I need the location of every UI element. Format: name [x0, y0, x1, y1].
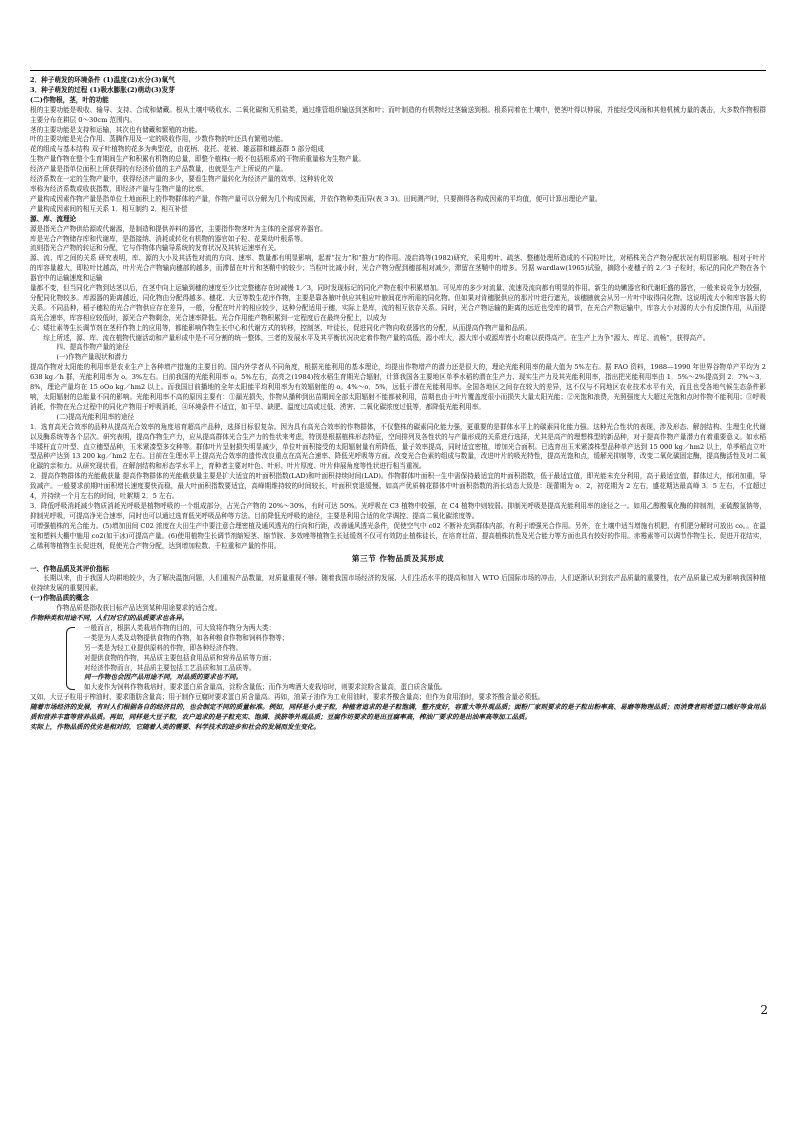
bracket-line: 一类是为人类及动物提供食物的作物，如各种粮食作物和饲料作物等； — [84, 633, 289, 642]
page-number: 2 — [760, 1003, 768, 1017]
paragraph: 提高作物对太阳能的利用率是农业生产上各种增产措施的主要目的。国内外学者从不同角度，根据光能利用的基本理论，均提出作物增产的潜力还是很大的，理论光能利用率的最大值为 5%左右。据 FAO 资料，1988—1990 年世界谷物单产平均为 2 638 kg／h 群，光能利用率为 o。3%左右。目前我国的光能利用率 o。5%左右，高亮之(1984)按水稻生育期光合辐射，计算我国各主要地区单季水稻的潜在生产力、现实生产力及其光能利用率，指出把光能利用率由 1．5%～2%提高到 2．7%～3．8%，理论产量均在 15 oOo kg／hm2 以上。而我国目前播地的全年太阳能平均利用率为有效辐射能的 o。4%～o．5%，远低于潜在光能利用率。全国各地区之间存在较大的差异，这不仅与不同地区农业技术水平有关，而且也受各地气候生态条件影响，太阳辐射的总能量不同的影响。光能利用率不高的原因主要有：①漏光损失，作物从播种到出苗期间全部太阳辐射不能都被利用，苗期也由于叶片覆盖度很小而损失大量太阳光能；②光饱和浪费，光照强度大大超过光饱和点时作物不能利用；③呼吸消耗，作物在光合过程中的同化产物用于呼吸消耗，④环境条件不适宜，如干旱、缺肥、温度过高或过低、涝害、二氧化碳浓度过低等，都降低光能利用率。 — [30, 363, 766, 411]
paragraph: 1．选育高光合效率的品种从提高光合效率的角度培育超高产品种，选择目标很复杂。因为具有高光合效率的作物群体，不仅整株的碳素同化能力强，更重要的是群体水平上的碳素同化能力强。这种光合性状的表现，涉及形态、解剖结构、生理生化代谢以及酶系统等各个层次。研究表明，提高作物生产力，应从提高群体光合生产力的性状来考虑，特别是根据植株形态特征，空间排列及各性状的与产量形成的关系进行选择，尤其是高产的理想株型的新品种，对于提高作物产量潜力有着重要意义。如水稻半矮杆直立叶型、直立穗型品种，玉米紧凑型多交种等。群体叶片呈射损失明显减少，单位叶面积接受的太阳辐射量有所降低，量子效率提高，同时适宜密植，增加光合面积。已选育出玉米紧凑株型品种单产达到 15 000 kg／hm2 以上，单季稻直立叶型品种产达到 13 200 kg／hm2 左右。目前在生理水平上提高光合效率的遗传改良重点在高光合速率、降低光呼吸等方面。改变光合色素的组成与数量，改进叶片的吸光特性，提高光饱和点，缓解光抑制等，改变二氧化碳固定酶，提高酶活性及对二氧化碳的亲和力。从研究现状看，在解剖结构和形态学水平上，育种者主要对叶色、叶形、叶片厚度、叶片伸展角度等性状进行相当重视。 — [30, 422, 766, 471]
paragraph: (二)提高光能利用率的途径 — [56, 412, 135, 421]
paragraph: 叶的主要功能是光合作用、蒸腾作用及一定的吸收作用，少数作物的叶还具有繁殖功能。 — [30, 135, 288, 144]
paragraph: 四、提高作物产量的途径 — [56, 343, 129, 352]
paragraph: 作物品质是指收获目标产品达到某种用途要求的适合度。 — [56, 604, 222, 613]
paragraph: (一)作物产量现状和潜力 — [56, 353, 128, 362]
paragraph: 随着市场经济的发展，有时人们根据各自的经济目的，也会制定不同的质量标准。例如，同样是小麦子粒，种植者追求的是子粒饱满，整齐度好，容重大等外观品质；面粉厂家则要求的是子粒出粉率高、易磨等物理品质；而消费者则希望口感好等食用品质和营养丰富等营养品质。再如，同样是大豆子粒，农户追求的是子粒充实、饱满、淡脐等外观品质；豆腐作坊要求的是出豆腐率高，榨油厂要求的是出油率高等加工品质。 — [30, 703, 766, 722]
paragraph: 经济产量是指单位面积上所获得的有经济价值的主产品数量，也就是生产上所说的产量。 — [30, 165, 288, 174]
bracket-line: 一般而言，根据人类栽培作物的目的，可大致将作物分为两大类： — [84, 623, 276, 632]
bracket-line: 同一作物也会因产品用途不同，对品质的要求也不同。 — [84, 673, 243, 682]
paragraph: 经济系数在一定的生物产量中，获得经济产量的多少，要看生物产量转化为经济产量的效率，这种转化效 — [30, 175, 334, 184]
paragraph: 根的主要功能是吸收、输导、支持、合成和储藏。根从土壤中吸收水、二氧化碳和无机盐类，通过维管组织输送到茎和叶；而叶制造的有机物经过茎输送到根。根系同着在土壤中，使茎叶得以伸展，并能经受风雨和其他机械力量的袭击，大多数作物根群主要分布在耕层 0～30cm 范围内。 — [30, 105, 766, 124]
paragraph: 生物产量作物在整个生育期间生产和积累有机物的总量，即整个植株(一般不包括根系)的干物质重量称为生物产量。 — [30, 155, 365, 164]
paragraph: 一、作物品质及其评价指标 — [30, 564, 110, 573]
paragraph: 流则指光合产物的转运和分配，它与作物体内输导系统的发育状况及其转运速率有关。 — [30, 244, 281, 253]
paragraph: 可增强植株的光合能力。(5)增加田间 C02 浓度在大田生产中要注意合理密植及通风透光的行向和行距，改善通风透光条件，促使空气中 c02 不断补充到群体内部，有利于增强光合作用。另外，在土壤中适当增施有机肥，有机肥分解时可放出 co。。在温室和塑料大棚中施用 co2(如干冰)可提高产量。(6)使用植物生长调节剂缩短茎、缩节胺、多效唑等植物生长延缓剂不仅可有效防止植株徒长，在培育壮苗、提高植株抗性及光合能力等方面也具有较好的作用。赤霉素等可以调节作物生长、促进开花结实，乙烯利等植物生长促进剂，促使光合产物分配，达到增加粒数、千粒重和产量的作用。 — [30, 521, 766, 550]
paragraph: 心；矮壮素等生长调节剂在茎秆作物上的应用等，都能影响作物生长中心和代谢方式的转移，控制茎、叶徒长，促进同化产物向收获器官的分配，从而提高作物产量和品质。 — [30, 323, 532, 332]
paragraph: 3．种子萌发的过程 (1)吸水膨胀(2)萌动(3)发芽 — [30, 85, 175, 94]
paragraph: 花的组成与基本结构 双子叶植物的花多为典型花，由花柄、花托、花被、雄蕊群和雌蕊群 5 部分组成 — [30, 145, 325, 154]
document-body — [30, 76, 766, 624]
paragraph: 作物种类和用途不同，人们对它们的品质要求也各异。 — [30, 614, 189, 623]
brace-mark — [66, 627, 75, 690]
bracket-lines — [84, 624, 766, 693]
paragraph: 源是指光合产物供给源或代谢源，是制造和提供养料的器官，主要指作物茎叶为主体的全部营养器官。 — [30, 224, 327, 233]
paragraph: 产量构成因素间的相互关系 1．相互制约 2．相互补偿 — [30, 204, 188, 213]
paragraph: (二)作物根，茎，叶的功能 — [30, 95, 109, 104]
paragraph: 综上所述，源、库、流在植物代谢活动和产量形成中是不可分割的统一整体，三者的发展水平及其平衡状况决定着作物产量的高低，源小库大，源大库小或源库皆小均难以获得高产。在生产上为争“源大、库足、流畅”，获得高产。 — [43, 333, 710, 342]
paragraph: 源、库、流理论 — [30, 214, 77, 223]
paragraph: 3．降低呼吸消耗减少物质消耗光呼吸是植物呼吸的一个组成部分，占光合产物的 20%～30%，有时可达 50%。光呼吸在 C3 植物中较强，在 C4 植物中则较弱。抑制光呼吸是提高光能利用率的途径之一。如用乙醇酸氧化酶的抑制剂，亚硫酸氢钠等，抑制光呼吸，可提高净光合速率，同时也可以通过选育低光呼吸品种等方法。目前降低光呼吸的途径，主要是利用合适的化学调控、提高二氧化碳浓度等。 — [30, 501, 766, 520]
paragraph: 库是光合产物储存库和代谢库，是指接纳、消耗或转化有机物的器官如子粒、花果幼叶根系等。 — [30, 234, 307, 243]
paragraph: 产量构成因素作物产量是指单位土地面积上的作物群体的产量，作物产量可以分解为几个构成因素，并依作物种类而异(表 3 3)。田间测产时，只要测得各构成因素的平均值，便可计算出理论产量。 — [30, 194, 602, 203]
bracket-line: 另一类是为轻工业提供原料的作物，即各种经济作物。 — [84, 643, 243, 652]
paragraph: 源、流、库之间的关系 研究表明，库、源的大小及其活性对流的方向、速率、数量都有明显影响，起着“拉力”和“推力”的作用。凌启鸿等(1982)研究，采用剪叶、疏茎、整穗处理所造成的不同粒叶比，对稻株光合产物分配状况有明显影响。相对于叶片的库容量越大，即粒叶比越高，叶片光合产物输向穗部的越多，而滞留在叶片和茎鞘中的较少；当粒叶比减小时，光合产物分配到穗部相对减少，滞留在茎鞘中的增多。另据 wardlaw(1965)试验，摘除小麦穗子的 2／3 子粒时，标记的同化产物在各个器官中的运输速度和运输 — [30, 254, 766, 283]
paragraph: 茎的主要功能是支持和运输，其次也有储藏和繁殖的功能。 — [30, 125, 202, 134]
section-heading: 第三节 作物品质及其形成 — [351, 553, 445, 563]
bracket-line: 如大麦作为饲料作物栽培时，要求蛋白质含量高，淀粉含量低；而作为啤酒大麦栽培时，则要求淀粉含量高，蛋白质含量低。 — [84, 683, 447, 692]
paragraph: 率称为经济系数或收获指数，即经济产量与生物产量的比率。 — [30, 184, 209, 193]
header-rule — [30, 70, 766, 71]
document-tail — [30, 693, 766, 733]
paragraph: 2．提高作物群体的光能截获量 提高作物群体的光能截获量主要是扩大适宜的叶面积指数(LAD)和叶面积持续时间(LAD)。作物群体叶面积一生中需保持最适宜的叶面积指数，低于最适宜值，即光能未充分利用，高于最适宜值，群体过大，郁闭加重，导致减产。一般要求前期叶面积增长速度要快而稳，最大叶面积指数要适宜，高峰期维持较的时间较长，叶面积衰退缓慢。如高产优质棉花群体中叶面积指数的消长动态大致是：现蕾期为 o．2，初花期为 2 左右，盛花期达最高峰 3．5 左右，不宜超过 4，并持续一个月左右的时间，吐絮期 2．5 左右。 — [30, 472, 766, 501]
bracket-line: 对提供食物的作物，其品质主要包括食用品质和营养品质等方面； — [84, 653, 276, 662]
bracket-line: 对经济作物而言，其品质主要包括工艺品质和加工品质等。 — [84, 663, 256, 672]
paragraph: 又如，大豆子粒用于榨油时，要求脂肪含量高；用于制作豆腐时要求蛋白质含量高。再如，油菜子油作为工业用油时，要求芥酸含量高；但作为食用油时，要求芥酸含量必须低。 — [30, 693, 545, 702]
crop-category-bracket — [60, 624, 766, 693]
paragraph: 量都不变，但当同化产物到达茎以后，在茎中向上运输到穗的速度至少比完整穗存在时减慢 1／3，同时发现标记的同化产物在根中积累增加。可见库的多少对流量、流速及流向都有明显的作用。新生的幼嫩器官和代谢旺盛的器官，一般来说竞争力较强，分配同化物较多。库源器的距离越近，同化物由分配得越多。穗花、大豆等数生花序作物，主要是靠各腋叶供应其相应叶腋间花序所需的同化物。但如果对肯穗脱供应的那片叶进行遮光，该穗腋就会从另一片叶中取得同化物。这说明流大小和库容器大的关系。不同品种，稻子穗粒的光合产物供应存在差异，一般，分配在叶片的相应较少，这种分配适用于穗，实际上是库，流的相互依存关系。同时，光合产物运输的距离的远近也受库的调节，在光合产物运输中，库容大小对源的大小有反馈作用，从而提高光合速率，库容相应较低时，源光合产物剩余，光合速率降低。光合作用能产物积累到一定程度后在最终分配上，以成为 — [30, 284, 766, 322]
paragraph: (一)作物品质的概念 — [30, 594, 89, 603]
paragraph: 2．种子萌发的环境条件 (1)温度(2)水分(3)氧气 — [30, 76, 175, 84]
paragraph: 长期以来，由于我国人均耕地较少，为了解决温饱问题，人们重视产品数量，对质量重视不够。随着我国市场经济的发展、人们生活水平的提高和加入 WTO 后国际市场的冲击，人们逐渐认识到农产品质量的重要性，农产品质量已成为影响我国种植业持续发展的重要因素。 — [30, 574, 766, 593]
paragraph: 实际上，作物品质的优劣是相对的，它随着人类的需要、科学技术的进步和社会的发展而发生变化。 — [30, 723, 321, 731]
